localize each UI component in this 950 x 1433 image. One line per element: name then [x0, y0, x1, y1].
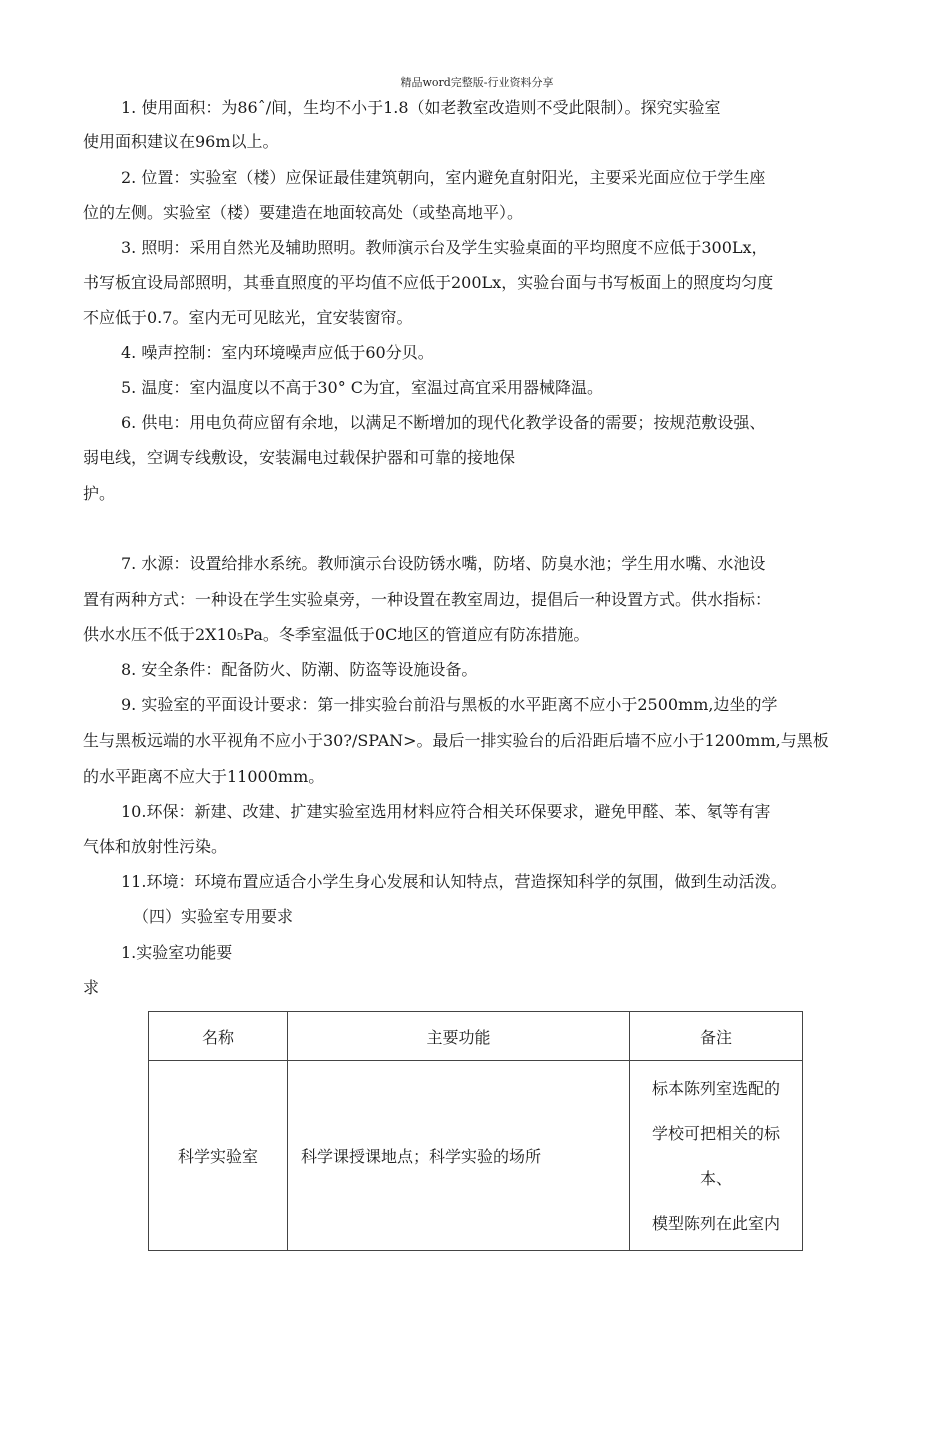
page-header: 精品word完整版-行业资料分享	[400, 76, 554, 89]
para-line: 3. 照明：采用自然光及辅助照明。教师演示台及学生实验桌面的平均照度不应低于300Lx，	[121, 238, 768, 257]
function-table	[148, 1011, 803, 1251]
section-heading: （四）实验室专用要求	[133, 907, 294, 926]
para-line: 11.环境：环境布置应适合小学生身心发展和认知特点，营造探知科学的氛围，做到生动活泼。	[121, 872, 787, 891]
para-line: 4. 噪声控制：室内环境噪声应低于60分贝。	[121, 343, 434, 362]
cell-name: 科学实验室	[149, 1061, 288, 1251]
para-line: 位的左侧。实验室（楼）要建造在地面较高处（或垫高地平）。	[83, 203, 524, 222]
para-line: 使用面积建议在96m以上。	[83, 132, 279, 151]
cell-function: 科学课授课地点；科学实验的场所	[288, 1061, 630, 1251]
remark-line: 学校可把相关的标	[651, 1123, 780, 1143]
table-row	[149, 1061, 803, 1251]
para-line: 书写板宜设局部照明，其垂直照度的平均值不应低于200Lx，实验台面与书写板面上的照度均匀度	[83, 273, 774, 292]
cell-remark	[630, 1061, 803, 1251]
remark-line: 标本陈列室选配的	[651, 1078, 780, 1098]
para-line: 6. 供电：用电负荷应留有余地，以满足不断增加的现代化教学设备的需要；按规范敷设强、	[121, 413, 766, 432]
para-line: 弱电线，空调专线敷设，安装漏电过载保护器和可靠的接地保	[83, 448, 516, 467]
para-line: 9. 实验室的平面设计要求：第一排实验台前沿与黑板的水平距离不应小于2500mm,边坐的学	[121, 695, 778, 714]
para-line: 1. 使用面积：为86ˆ/间，生均不小于1.8（如老教室改造则不受此限制）。探究实验室	[121, 98, 721, 117]
para-line: 置有两种方式：一种设在学生实验桌旁，一种设置在教室周边，提倡后一种设置方式。供水指标：	[83, 590, 772, 609]
para-line: 护。	[83, 484, 116, 503]
para-line: 10.环保：新建、改建、扩建实验室选用材料应符合相关环保要求，避免甲醛、苯、氡等有害	[121, 802, 771, 821]
remark-line: 本、	[699, 1168, 732, 1188]
para-line: 8. 安全条件：配备防火、防潮、防盗等设施设备。	[121, 660, 478, 679]
para-line: 的水平距离不应大于11000mm。	[83, 767, 325, 786]
column-header-remark: 备注	[630, 1012, 803, 1061]
column-header-function: 主要功能	[288, 1012, 630, 1061]
column-header-name: 名称	[149, 1012, 288, 1061]
para-line: 生与黑板远端的水平视角不应小于30?/SPAN>。最后一排实验台的后沿距后墙不应小于1200mm,与黑板	[83, 731, 829, 750]
remark-line: 模型陈列在此室内	[651, 1213, 780, 1233]
para-line: 2. 位置：实验室（楼）应保证最佳建筑朝向，室内避免直射阳光，主要采光面应位于学生座	[121, 168, 766, 187]
para-line: 气体和放射性污染。	[83, 837, 228, 856]
para-line: 5. 温度：室内温度以不高于30° C为宜，室温过高宜采用器械降温。	[121, 378, 604, 397]
para-line: 7. 水源：设置给排水系统。教师演示台设防锈水嘴，防堵、防臭水池；学生用水嘴、水池设	[121, 554, 766, 573]
para-line: 供水水压不低于2X10₅Pa。冬季室温低于0C地区的管道应有防冻措施。	[83, 625, 590, 644]
subsection-heading-wrap: 求	[83, 978, 100, 997]
table-header-row	[149, 1012, 803, 1061]
subsection-heading: 1.实验室功能要	[121, 943, 233, 962]
para-line: 不应低于0.7。室内无可见眩光，宜安装窗帘。	[83, 308, 413, 327]
